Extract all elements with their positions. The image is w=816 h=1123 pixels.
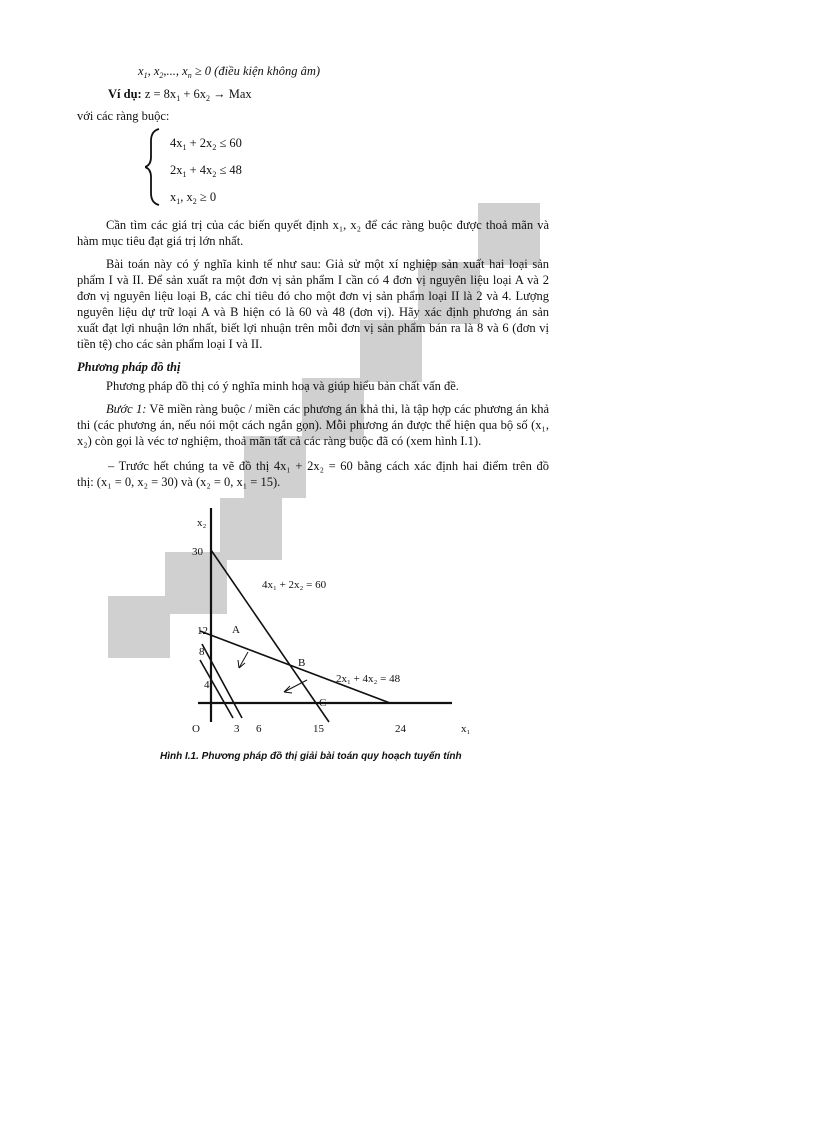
direction-arrow-icon [284, 680, 307, 693]
section-heading: Phương pháp đồ thị [77, 360, 181, 374]
paragraph-2-line: nguyên liệu dự trữ loại A và B hiện có là 60 và 48 (đơn vị). Hãy xác định phương án sản [77, 305, 549, 319]
paragraph-2-line: xuất đạt lợi nhuận lớn nhất, biết lợi nhuận trên mỗi đơn vị sản phẩm bán ra là 8 và 6 (đơn vị [77, 321, 549, 335]
x-tick-label: 24 [395, 723, 406, 735]
y-tick-label: 4 [204, 679, 210, 691]
paragraph-1-line: hàm mục tiêu đạt giá trị lớn nhất. [77, 234, 244, 248]
paragraph-1-line: Cần tìm các giá trị của các biến quyết định x₁, x₂ để các ràng buộc được thoả mãn và [106, 218, 549, 232]
constraint-brace [145, 127, 165, 207]
x-axis-label: x₁ [461, 723, 471, 735]
constraint-3: $x_1$, $x_2 \ge 0$ [170, 190, 217, 206]
paragraph-2-line: Bài toán này có ý nghĩa kinh tế như sau: Giả sử một xí nghiệp sản xuất hai loại sản [106, 257, 549, 271]
figure-caption: Hình I.1. Phương pháp đồ thị giải bài toán quy hoạch tuyến tính [160, 751, 462, 762]
paragraph-5-line: thị: (x₁ = 0, x₂ = 30) và (x₂ = 0, x₁ = 15). [77, 475, 281, 489]
constraint-line-1-label: 4x₁ + 2x₂ = 60 [262, 579, 327, 591]
constraint-line-2-label: 2x₁ + 4x₂ = 48 [336, 673, 401, 685]
constraints-intro: với các ràng buộc: [77, 109, 170, 123]
x-tick-label: 15 [313, 723, 324, 735]
point-a-label: A [232, 624, 240, 636]
constraint-line-1 [211, 550, 329, 722]
origin-label: O [192, 723, 200, 735]
constraint-1: $4x_1 + 2x_2 \le 60$ [170, 136, 242, 152]
point-b-label: B [298, 657, 306, 669]
y-tick-label: 12 [197, 625, 208, 637]
y-tick-label: 30 [192, 546, 203, 558]
paragraph-3-line: Phương pháp đồ thị có ý nghĩa minh hoạ và giúp hiểu bản chất vấn đề. [106, 379, 459, 393]
paragraph-4-line: x₂) còn gọi là véc tơ nghiệm, thoả mãn tất cả các ràng buộc đã có (xem hình I.1). [77, 434, 482, 448]
y-axis-label: x₂ [197, 517, 207, 529]
x-tick-label: 6 [256, 723, 262, 735]
x-tick-label: 3 [234, 723, 240, 735]
paragraph-2-line: đơn vị nguyên liệu loại B, các chỉ tiêu đó cho một đơn vị sản phẩm loại II là 2 và 4. Lượng [77, 289, 549, 303]
y-tick-label: 8 [199, 646, 205, 658]
nonneg-condition: $x_1$, $x_2$,..., $x_n \ge 0$ (điều kiện không âm) [138, 64, 321, 80]
point-c-label: C [319, 697, 327, 709]
paragraph-2-line: phẩm I và II. Để sản xuất ra một đơn vị sản phẩm I cần có 4 đơn vị nguyên liệu loại A và 2 [77, 273, 549, 287]
example-objective: Ví dụ: $z = 8x_1 + 6x_2$ → Max [108, 87, 252, 103]
direction-arrow-icon [238, 652, 248, 668]
paragraph-5-line: – Trước hết chúng ta vẽ đồ thị 4x₁ + 2x₂ = 60 bằng cách xác định hai điểm trên đồ [108, 459, 549, 473]
paragraph-2-line: tiền tệ) cho các sản phẩm loại I và II. [77, 337, 263, 351]
paragraph-4-line: thi (các phương án, nếu nói một cách ngắn gọn). Mỗi phương án được thể hiện qua bộ số (x₁, [77, 418, 549, 432]
constraint-2: $2x_1 + 4x_2 \le 48$ [170, 163, 242, 179]
paragraph-4-line: Bước 1: Vẽ miền ràng buộc / miền các phương án khả thi, là tập hợp các phương án khả [106, 402, 549, 416]
graph-figure [180, 500, 500, 745]
